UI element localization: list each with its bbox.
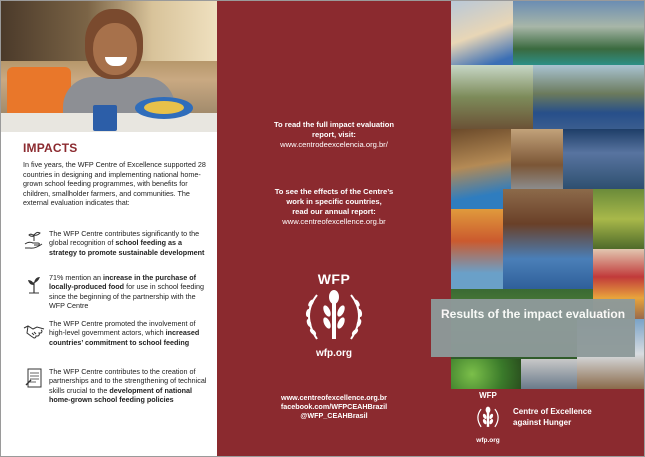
middle-panel [217,1,451,457]
photo-tile [451,129,511,209]
read-report-block: To read the full impact evaluation report, visit: www.centrodeexcelencia.org.br/ [217,120,451,150]
photo-tile [513,1,645,65]
impact-item-text: The WFP Centre contributes significantly to the global recognition of school feeding as a strategy to promote sustainable development [49,229,205,257]
impact-item-text: The WFP Centre promoted the involvement of high-level government actors, which increased countries’ commitment to school feeding [49,319,200,347]
wfp-org-label: wfp.org [315,348,353,359]
website-link[interactable]: www.centreofexcellence.org.br [281,393,387,402]
photo-tile [451,359,521,389]
photo-tile [451,209,503,289]
hand-plant-icon [23,229,45,251]
photo-tile [451,65,533,129]
wfp-small-logo [463,391,513,451]
wfp-small-emblem-icon [469,401,507,435]
twitter-handle[interactable]: @WFP_CEAHBrasil [300,411,368,421]
photo-tile [521,359,577,389]
facebook-link[interactable]: facebook.com/WFPCEAHBrazil [280,402,388,412]
photo-tile [593,189,645,249]
impact-item-text: 71% mention an increase in the purchase of locally-produced food for use in school feeding since the beginning of the partnership with the WFP Centre [49,273,204,311]
wfp-logo-word: WFP [317,271,351,287]
photo-tile [533,65,645,129]
annual-report-block: To see the effects of the Centre’s work in specific countries, read our annual report: www.centreofexcellence.org.br [217,187,451,227]
photo-tile [563,129,645,189]
left-panel [1,1,217,457]
wfp-small-logo-org: wfp.org [476,437,500,444]
photo-tile [511,129,563,189]
centre-of-excellence-label: Centre of Excellence against Hunger [513,407,592,427]
results-title-box [431,299,635,357]
document-icon [23,367,45,389]
impact-item-text: The WFP Centre contributes to the creation of partnerships and to the strengthening of technical skills crucial to the development of national home-grown school feeding policies [49,367,207,405]
handshake-icon [23,319,45,341]
report-link[interactable]: www.centrodeexcelencia.org.br/ [280,140,388,149]
photo-tile [451,1,513,65]
wfp-small-logo-word: WFP [479,391,497,400]
annual-report-link[interactable]: www.centreofexcellence.org.br [282,217,386,226]
photo-child-eating [1,1,217,132]
sprout-icon [23,273,45,295]
contact-footer [217,393,451,421]
right-panel-photo-mosaic [451,1,645,457]
impacts-intro: In five years, the WFP Centre of Excellence supported 28 countries in designing and implementing national home-grown school feeding programmes, with benefits for children, smallholder farmers, and communities. The external evaluation indicates that: [23,160,206,208]
wfp-emblem-icon [287,287,381,347]
results-title: Results of the impact evaluation [441,307,626,321]
photo-tile [503,189,593,289]
impacts-title: IMPACTS [23,141,78,155]
